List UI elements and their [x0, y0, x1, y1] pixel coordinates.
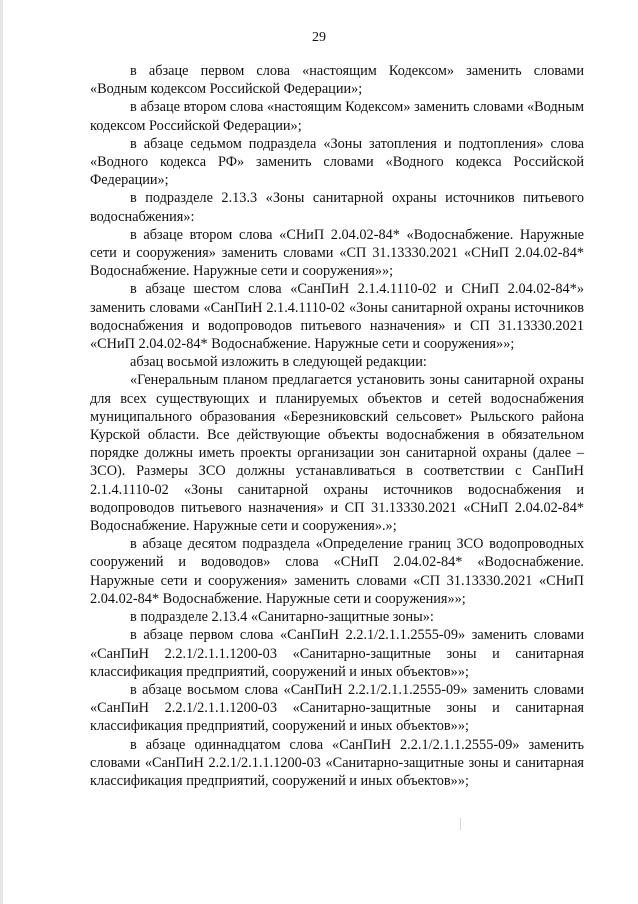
paragraph: в абзаце шестом слова «СанПиН 2.1.4.1110-02 и СНиП 2.04.02-84*» заменить словами «СанПиН 2.1.4.1110-02 «Зоны санитарной охраны источников водоснабжения и водопроводов питьевого назначения» и СП 31.13330.2021 «СНиП 2.04.02-84* Водоснабжение. Наружные сети и сооружения»»; [90, 281, 584, 353]
paragraph: в абзаце седьмом подраздела «Зоны затопления и подтопления» слова «Водного кодекса РФ» заменить словами «Водного кодекса Российской Федерации»; [90, 135, 584, 189]
scan-mark [460, 818, 461, 830]
scan-edge [0, 0, 3, 904]
paragraph: в абзаце первом слова «настоящим Кодексом» заменить словами «Водным кодексом Российской Федерации»; [90, 63, 584, 98]
paragraph: в подразделе 2.13.4 «Санитарно-защитные зоны»: [130, 609, 434, 626]
document-body [90, 62, 584, 790]
paragraph: в подразделе 2.13.3 «Зоны санитарной охраны источников питьевого водоснабжения»: [90, 190, 584, 225]
paragraph: в абзаце первом слова «СанПиН 2.2.1/2.1.1.2555-09» заменить словами «СанПиН 2.2.1/2.1.1.1200-03 «Санитарно-защитные зоны и санитарная классификация предприятий, сооружений и иных объектов»»; [90, 627, 584, 680]
paragraph: в абзаце втором слова «настоящим Кодексом» заменить словами «Водным кодексом Российской Федерации»; [90, 99, 584, 134]
quoted-paragraph: «Генеральным планом предлагается установить зоны санитарной охраны для всех существующих и планируемых объектов и сетей водоснабжения муниципального образования «Березниковский сельсовет» Рыльского района Курской области. Все действующие объекты водоснабжения в обязательном порядке должны иметь проекты организации зон санитарной охраны (далее – ЗСО). Размеры ЗСО должны устанавливаться в соответствии с СанПиН 2.1.4.1110-02 «Зоны санитарной охраны источников водоснабжения и водопроводов питьевого назначения» и СП 31.13330.2021 «СНиП 2.04.02-84* Водоснабжение. Наружные сети и сооружения».»; [90, 372, 584, 535]
paragraph: в абзаце втором слова «СНиП 2.04.02-84* «Водоснабжение. Наружные сети и сооружения» заменить словами «СП 31.13330.2021 «СНиП 2.04.02-84* Водоснабжение. Наружные сети и сооружения»»; [90, 226, 584, 280]
page-number: 29 [312, 30, 326, 45]
paragraph: абзац восьмой изложить в следующей редакции: [130, 354, 427, 371]
paragraph: в абзаце десятом подраздела «Определение границ ЗСО водопроводных сооружений и водоводов» слова «СНиП 2.04.02-84* «Водоснабжение. Наружные сети и сооружения» заменить словами «СП 31.13330.2021 «СНиП 2.04.02-84* Водоснабжение. Наружные сети и сооружения»»; [90, 536, 584, 607]
paragraph: в абзаце одиннадцатом слова «СанПиН 2.2.1/2.1.1.2555-09» заменить словами «СанПиН 2.2.1/2.1.1.1200-03 «Санитарно-защитные зоны и санитарная классификация предприятий, сооружений и иных объектов»»; [90, 736, 584, 789]
paragraph: в абзаце восьмом слова «СанПиН 2.2.1/2.1.1.2555-09» заменить словами «СанПиН 2.2.1/2.1.1.1200-03 «Санитарно-защитные зоны и санитарная классификация предприятий, сооружений и иных объектов»»; [90, 681, 584, 735]
